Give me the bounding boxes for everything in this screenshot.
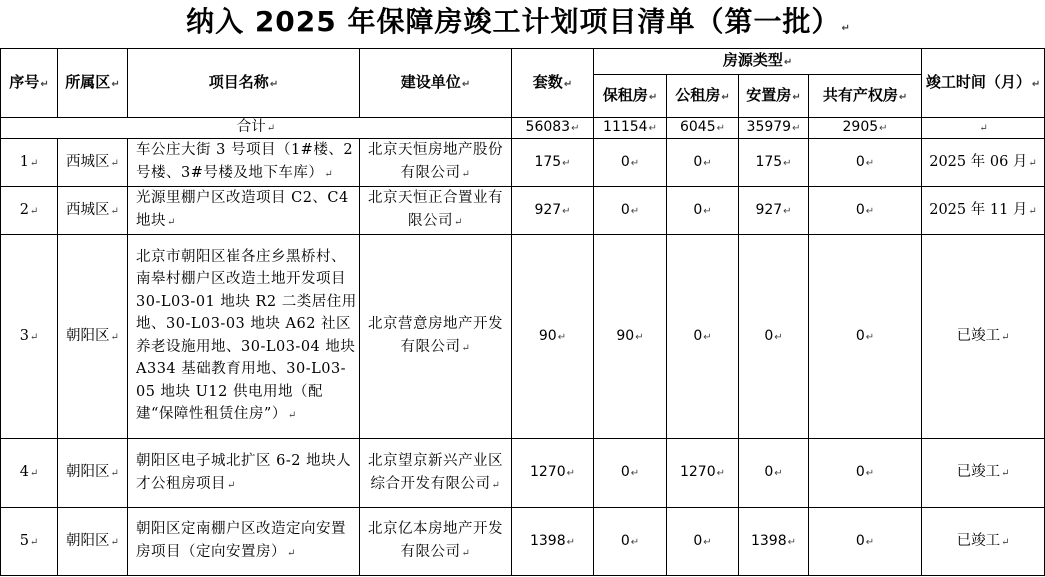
row-project-name: 朝阳区电子城北扩区 6-2 地块人才公租房项目↵ [128,439,360,508]
row-gongzu: 0↵ [667,139,739,187]
header-housing-type: 房源类型↵ [594,49,922,75]
row-completion: 2025 年 06 月↵ [922,139,1045,187]
row-gongzu: 0↵ [667,187,739,235]
row-district: 朝阳区↵ [58,439,128,508]
row-project-name: 北京市朝阳区崔各庄乡黑桥村、南皋村棚户区改造土地开发项目 30-L03-01 地块 R2 二类居住用地、30-L03-03 地块 A62 社区养老设施用地、30-L03-04 地块 A334 基础教育用地、30-L03-05 地块 U12 供电用地（配建“保障性租赁住房”）↵ [128,235,360,439]
row-units: 927↵ [512,187,594,235]
table-row [1,508,1045,576]
row-project-name: 朝阳区定南棚户区改造定向安置房项目（定向安置房）↵ [128,508,360,576]
row-builder: 北京天恒正合置业有限公司↵ [360,187,512,235]
row-baozu: 0↵ [594,439,667,508]
row-gongyou: 0↵ [809,439,922,508]
header-gongyou: 共有产权房↵ [809,75,922,118]
row-anzhi: 1398↵ [739,508,809,576]
header-completion: 竣工时间（月）↵ [922,49,1045,118]
row-district: 朝阳区↵ [58,235,128,439]
row-baozu: 0↵ [594,187,667,235]
row-gongzu: 0↵ [667,508,739,576]
total-gongzu: 6045↵ [667,118,739,139]
total-completion: ↵ [922,118,1045,139]
table-row [1,139,1045,187]
paragraph-mark-icon: ↵ [841,23,851,34]
header-units: 套数↵ [512,49,594,118]
header-district: 所属区↵ [58,49,128,118]
total-label: 合计↵ [1,118,512,139]
row-gongzu: 0↵ [667,235,739,439]
header-builder: 建设单位↵ [360,49,512,118]
table-row [1,235,1045,439]
page-title: 纳入 2025 年保障房竣工计划项目清单（第一批）↵ [186,5,851,38]
header-project-name: 项目名称↵ [128,49,360,118]
row-builder: 北京望京新兴产业区综合开发有限公司↵ [360,439,512,508]
row-seq: 2↵ [1,187,58,235]
row-units: 90↵ [512,235,594,439]
table-row [1,187,1045,235]
total-row [1,118,1045,139]
row-gongzu: 1270↵ [667,439,739,508]
row-district: 西城区↵ [58,187,128,235]
row-seq: 3↵ [1,235,58,439]
row-builder: 北京营意房地产开发有限公司↵ [360,235,512,439]
row-completion: 2025 年 11 月↵ [922,187,1045,235]
row-anzhi: 175↵ [739,139,809,187]
row-baozu: 0↵ [594,508,667,576]
total-units: 56083↵ [512,118,594,139]
row-anzhi: 0↵ [739,235,809,439]
row-completion: 已竣工↵ [922,235,1045,439]
row-completion: 已竣工↵ [922,439,1045,508]
row-seq: 1↵ [1,139,58,187]
row-completion: 已竣工↵ [922,508,1045,576]
total-anzhi: 35979↵ [739,118,809,139]
header-baozu: 保租房↵ [594,75,667,118]
row-units: 1270↵ [512,439,594,508]
row-seq: 4↵ [1,439,58,508]
header-seq: 序号↵ [1,49,58,118]
header-gongzu: 公租房↵ [667,75,739,118]
row-baozu: 0↵ [594,139,667,187]
row-anzhi: 0↵ [739,439,809,508]
row-district: 西城区↵ [58,139,128,187]
row-seq: 5↵ [1,508,58,576]
row-district: 朝阳区↵ [58,508,128,576]
row-units: 1398↵ [512,508,594,576]
total-baozu: 11154↵ [594,118,667,139]
row-anzhi: 927↵ [739,187,809,235]
row-builder: 北京亿本房地产开发有限公司↵ [360,508,512,576]
row-gongyou: 0↵ [809,187,922,235]
total-gongyou: 2905↵ [809,118,922,139]
table-row [1,439,1045,508]
header-anzhi: 安置房↵ [739,75,809,118]
row-units: 175↵ [512,139,594,187]
row-builder: 北京天恒房地产股份有限公司↵ [360,139,512,187]
row-gongyou: 0↵ [809,508,922,576]
row-baozu: 90↵ [594,235,667,439]
row-gongyou: 0↵ [809,139,922,187]
row-gongyou: 0↵ [809,235,922,439]
project-table [0,48,1045,576]
row-project-name: 车公庄大街 3 号项目（1#楼、2 号楼、3#号楼及地下车库）↵ [128,139,360,187]
row-project-name: 光源里棚户区改造项目 C2、C4 地块↵ [128,187,360,235]
